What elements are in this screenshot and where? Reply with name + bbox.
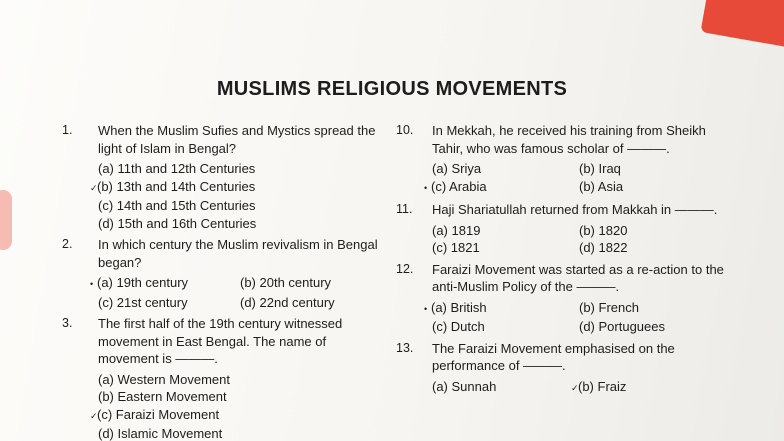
question-number: 12. xyxy=(396,261,414,276)
option-marked: • (c) Arabia xyxy=(432,178,579,198)
red-cover-corner xyxy=(701,0,784,47)
option: (d) Portuguees xyxy=(579,319,665,334)
tick-mark-icon: ✓ xyxy=(90,410,98,421)
option-marked: ✓(b) Fraiz xyxy=(579,378,726,398)
tick-mark-icon: ✓ xyxy=(571,382,579,393)
option-marked: • (a) British xyxy=(432,299,579,319)
option: (a) Western Movement xyxy=(98,371,230,387)
option: (b) French xyxy=(579,299,639,315)
option-marked: ✓(c) Faraizi Movement xyxy=(98,406,382,426)
option: (b) Eastern Movement xyxy=(98,389,227,404)
option: (c) 1821 xyxy=(432,240,480,255)
option-marked: • (a) 19th century xyxy=(98,274,240,294)
question-1 xyxy=(62,122,382,232)
right-column xyxy=(396,122,726,401)
page-title: MUSLIMS RELIGIOUS MOVEMENTS xyxy=(216,78,568,100)
option: (b) Asia xyxy=(579,178,624,194)
option: (c) Dutch xyxy=(432,319,485,334)
option: (b) Iraq xyxy=(579,161,621,176)
question-2 xyxy=(62,236,382,311)
option: (d) 15th and 16th Centuries xyxy=(98,215,257,231)
tick-mark-icon: • xyxy=(424,303,428,314)
option: (b) 20th century xyxy=(240,275,332,290)
option: (a) Sriya xyxy=(432,161,482,176)
tick-mark-icon: • xyxy=(90,279,94,289)
option: (d) Islamic Movement xyxy=(98,426,223,441)
question-number: 10. xyxy=(396,123,414,137)
tick-mark-icon: ✓ xyxy=(90,182,98,193)
option-marked: ✓(b) 13th and 14th Centuries xyxy=(98,178,382,198)
question-10 xyxy=(396,122,726,197)
option: (c) 14th and 15th Centuries xyxy=(98,198,256,213)
question-12 xyxy=(396,261,726,336)
question-stem: In which century the Muslim revivalism in Bengal began? xyxy=(98,237,378,270)
question-stem: The Faraizi Movement emphasised on the performance of ———. xyxy=(432,340,675,373)
option: (a) 11th and 12th Centuries xyxy=(98,161,256,176)
option: (a) Sunnah xyxy=(432,378,497,394)
question-stem: Haji Shariatullah returned from Makkah in ———. xyxy=(432,202,718,217)
finger-smudge xyxy=(0,190,12,250)
question-number: 1. xyxy=(62,123,73,137)
question-3 xyxy=(62,315,382,441)
option: (a) 1819 xyxy=(432,222,481,238)
tick-mark-icon: • xyxy=(424,182,428,193)
option-marked: (b) 1820 xyxy=(579,222,628,238)
question-number: 13. xyxy=(396,340,414,355)
question-13 xyxy=(396,340,726,398)
left-column xyxy=(62,122,382,441)
question-stem: The first half of the 19th century witnessed movement in East Bengal. The name of movement is ———. xyxy=(98,316,343,366)
option: (d) 22nd century xyxy=(240,294,335,310)
question-stem: When the Muslim Sufies and Mystics spread the light of Islam in Bengal? xyxy=(98,123,376,156)
option: (c) 21st century xyxy=(98,294,188,310)
question-number: 11. xyxy=(396,202,413,216)
question-11 xyxy=(396,201,726,257)
question-stem: In Mekkah, he received his training from Sheikh Tahir, who was famous scholar of ———. xyxy=(432,123,706,156)
question-number: 3. xyxy=(62,316,73,330)
option: (d) 1822 xyxy=(579,240,628,255)
question-number: 2. xyxy=(62,237,73,251)
question-stem: Faraizi Movement was started as a re-action to the anti-Muslim Policy of the ———. xyxy=(432,261,724,294)
